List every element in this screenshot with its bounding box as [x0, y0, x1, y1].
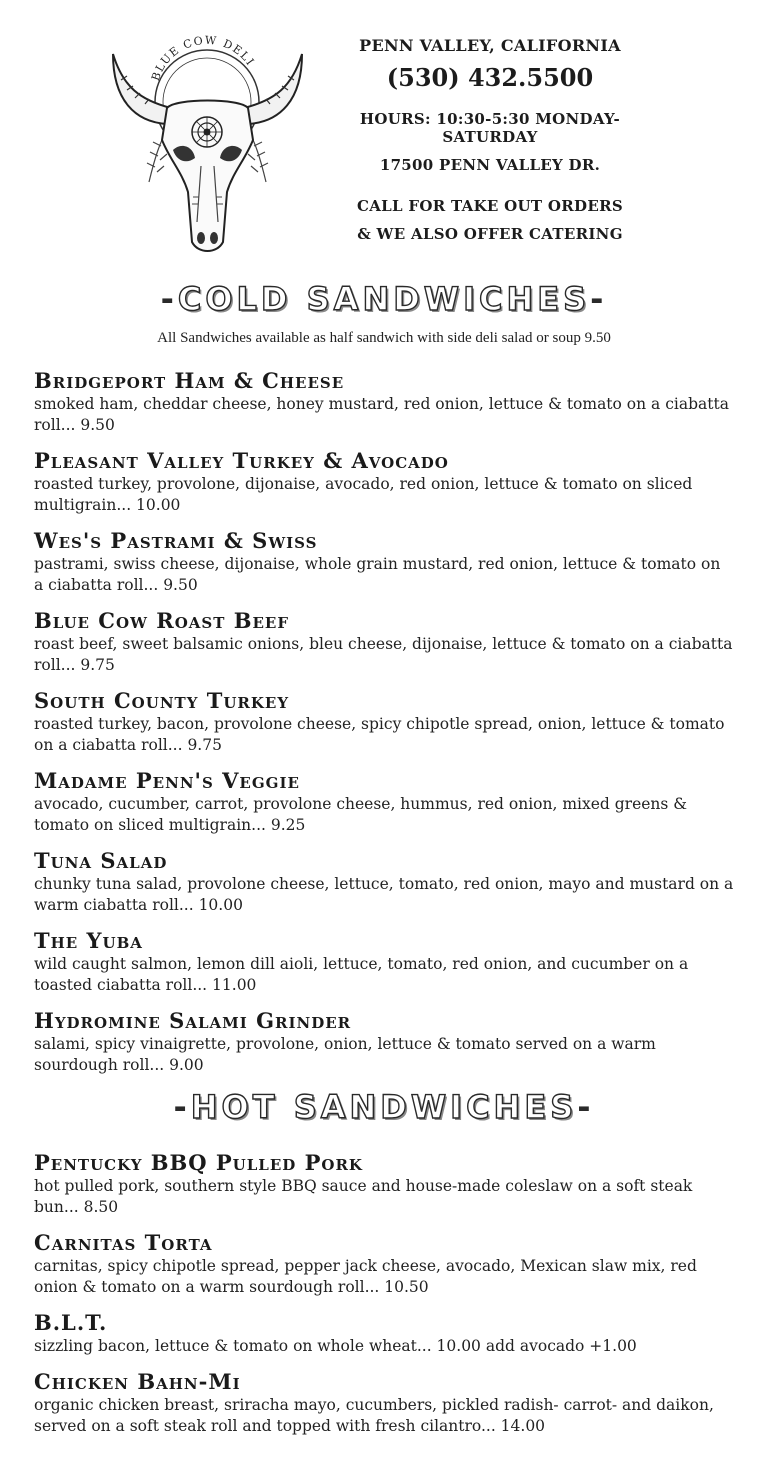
menu-item	[34, 688, 734, 756]
menu-item-name: Tuna Salad	[34, 848, 168, 873]
menu-item-description: pastrami, swiss cheese, dijonaise, whole grain mustard, red onion, lettuce & tomato on a ciabatta roll... 9.50	[34, 555, 721, 594]
menu-item-name: Blue Cow Roast Beef	[34, 608, 289, 633]
menu-item-name: Wes's Pastrami & Swiss	[34, 528, 318, 553]
menu-item-description: roasted turkey, provolone, dijonaise, avocado, red onion, lettuce & tomato on sliced multigrain... 10.00	[34, 475, 693, 514]
cold-sandwiches-title: -COLD SANDWICHES-	[160, 280, 608, 318]
menu-item	[34, 528, 734, 596]
menu-item	[34, 608, 734, 676]
menu-item-name: Bridgeport Ham & Cheese	[34, 368, 345, 393]
menu-item-description: sizzling bacon, lettuce & tomato on whole wheat... 10.00 add avocado +1.00	[34, 1337, 637, 1355]
address-text: 17500 PENN VALLEY DR.	[379, 156, 601, 174]
menu-item	[34, 1310, 734, 1357]
menu-item-description: roast beef, sweet balsamic onions, bleu cheese, dijonaise, lettuce & tomato on a ciabatta roll... 9.75	[34, 635, 733, 674]
half-sandwich-note: All Sandwiches available as half sandwich with side deli salad or soup 9.50	[157, 330, 611, 346]
menu-item	[34, 1008, 734, 1076]
phone-number: (530) 432.5500	[386, 63, 594, 92]
cold-sandwich-list	[34, 368, 734, 1088]
blue-cow-deli-logo	[105, 32, 310, 254]
menu-item-name: B.L.T.	[34, 1310, 108, 1335]
menu-item	[34, 848, 734, 916]
menu-item	[34, 928, 734, 996]
menu-item-description: organic chicken breast, sriracha mayo, cucumbers, pickled radish- carrot- and daikon, served on a soft steak roll and topped with fresh cilantro... 14.00	[34, 1396, 714, 1435]
hot-sandwiches-title: -HOT SANDWICHES-	[173, 1088, 595, 1126]
menu-item-name: Chicken Bahn-Mi	[34, 1369, 241, 1394]
menu-item-description: salami, spicy vinaigrette, provolone, onion, lettuce & tomato served on a warm sourdough roll... 9.00	[34, 1035, 656, 1074]
menu-item	[34, 1369, 734, 1437]
menu-item-name: Carnitas Torta	[34, 1230, 213, 1255]
menu-item-description: wild caught salmon, lemon dill aioli, lettuce, tomato, red onion, and cucumber on a toasted ciabatta roll... 11.00	[34, 955, 689, 994]
menu-item-name: Pleasant Valley Turkey & Avocado	[34, 448, 449, 473]
menu-item-name: Madame Penn's Veggie	[34, 768, 300, 793]
menu-item-name: Hydromine Salami Grinder	[34, 1008, 352, 1033]
menu-item	[34, 368, 734, 436]
cold-title-text: COLD SANDWICHES	[177, 280, 591, 318]
menu-item-name: Pentucky BBQ Pulled Pork	[34, 1150, 363, 1175]
menu-item-description: roasted turkey, bacon, provolone cheese, spicy chipotle spread, onion, lettuce & tomato on a ciabatta roll... 9.75	[34, 715, 725, 754]
header-info	[318, 30, 662, 248]
menu-item-description: avocado, cucumber, carrot, provolone cheese, hummus, red onion, mixed greens & tomato on sliced multigrain... 9.25	[34, 795, 688, 834]
menu-item-name: The Yuba	[34, 928, 143, 953]
logo-text: BLUE COW DELI	[148, 33, 258, 83]
menu-item-description: hot pulled pork, southern style BBQ sauce and house-made coleslaw on a soft steak bun... 8.50	[34, 1177, 693, 1216]
cow-skull-icon	[105, 32, 310, 254]
menu-item-description: chunky tuna salad, provolone cheese, lettuce, tomato, red onion, mayo and mustard on a warm ciabatta roll... 10.00	[34, 875, 734, 914]
hours-text: HOURS: 10:30-5:30 MONDAY-SATURDAY	[359, 110, 621, 146]
menu-item	[34, 1230, 734, 1298]
ordering-note	[318, 192, 662, 248]
menu-item	[34, 1150, 734, 1218]
menu-item-description: smoked ham, cheddar cheese, honey mustard, red onion, lettuce & tomato on a ciabatta roll... 9.50	[34, 395, 729, 434]
menu-item	[34, 448, 734, 516]
takeout-note: CALL FOR TAKE OUT ORDERS	[357, 197, 623, 215]
menu-item-name: South County Turkey	[34, 688, 290, 713]
location-text: PENN VALLEY, CALIFORNIA	[359, 36, 621, 55]
hot-sandwich-list	[34, 1150, 734, 1449]
hot-title-text: HOT SANDWICHES	[190, 1088, 578, 1126]
catering-note: & WE ALSO OFFER CATERING	[357, 225, 623, 243]
menu-item	[34, 768, 734, 836]
menu-item-description: carnitas, spicy chipotle spread, pepper jack cheese, avocado, Mexican slaw mix, red onion & tomato on a warm sourdough roll... 10.50	[34, 1257, 697, 1296]
